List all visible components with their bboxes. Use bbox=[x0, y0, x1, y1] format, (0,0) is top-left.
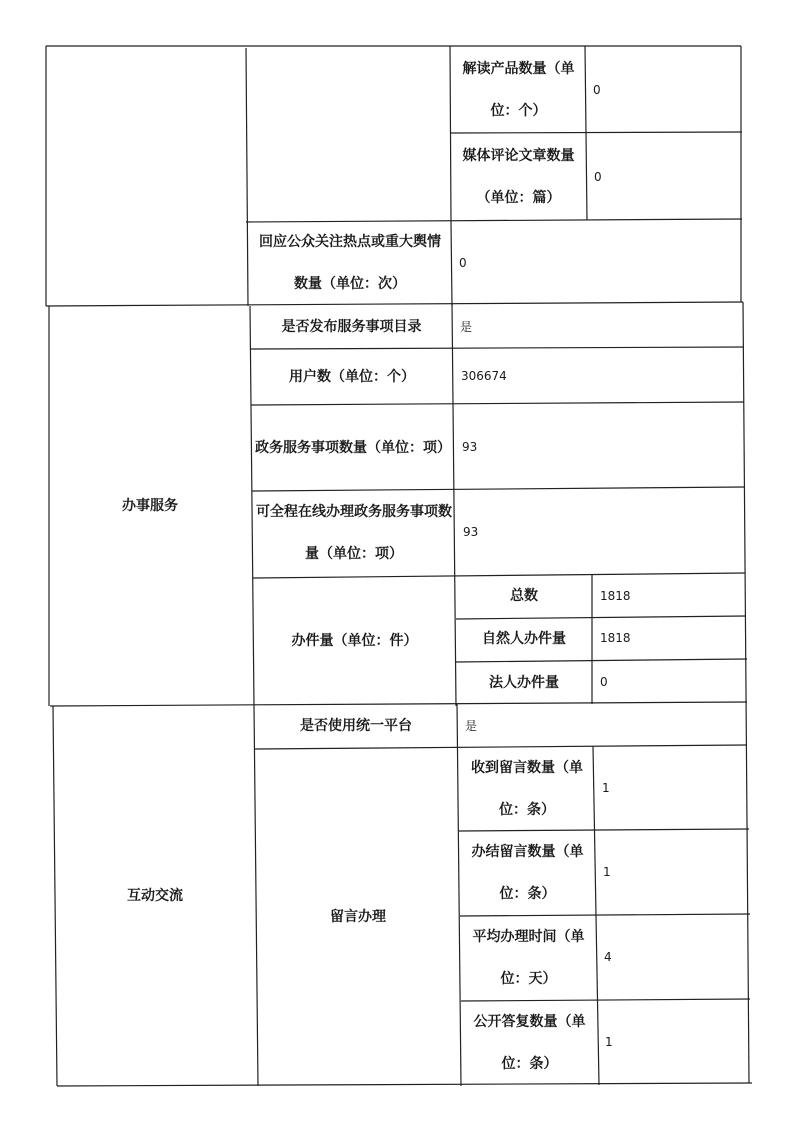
online-service-items-value-text: 93 bbox=[463, 525, 479, 539]
case-volume-label-text: 办件量（单位：件） bbox=[291, 633, 418, 649]
messages-received-value-text: 1 bbox=[602, 780, 610, 795]
messages-completed-value bbox=[596, 830, 749, 914]
media-comment-label bbox=[452, 134, 585, 220]
interpret-products-value bbox=[586, 48, 741, 132]
case-volume-label bbox=[254, 577, 455, 705]
public-replies-value-text: 1 bbox=[605, 1034, 613, 1049]
service-items-label-text: 政务服务事项数量（单位：项） bbox=[255, 439, 451, 456]
interpret-products-label-text: 解读产品数量（单位：个） bbox=[462, 61, 575, 119]
case-natural-person-label bbox=[457, 618, 591, 660]
online-service-items-label-text: 可全程在线办理政务服务事项数量（单位：项） bbox=[256, 504, 452, 562]
service-items-label bbox=[252, 405, 454, 490]
case-legal-person-value bbox=[593, 660, 746, 703]
service-catalog-value-text: 是 bbox=[460, 319, 473, 334]
case-natural-person-label-text: 自然人办件量 bbox=[482, 631, 566, 647]
service-items-value-text: 93 bbox=[462, 439, 478, 454]
case-natural-person-value-text: 1818 bbox=[600, 631, 631, 645]
message-handling-label bbox=[257, 748, 459, 1086]
service-catalog-label bbox=[251, 306, 452, 348]
public-replies-label-text: 公开答复数量（单位：条） bbox=[473, 1013, 586, 1072]
messages-received-label-text: 收到留言数量（单位：条） bbox=[471, 759, 583, 818]
user-count-value-text: 306674 bbox=[461, 368, 507, 383]
response-hotspots-value bbox=[452, 221, 741, 305]
unified-platform-label bbox=[255, 705, 457, 747]
case-total-value-text: 1818 bbox=[600, 589, 631, 603]
media-comment-value bbox=[587, 134, 741, 220]
messages-completed-value-text: 1 bbox=[603, 865, 611, 879]
online-service-items-label bbox=[253, 490, 455, 576]
avg-handling-time-value bbox=[597, 915, 749, 999]
response-hotspots-label-text: 回应公众关注热点或重大舆情数量（单位：次） bbox=[259, 234, 441, 292]
case-legal-person-label bbox=[457, 661, 591, 704]
case-natural-person-value bbox=[593, 617, 746, 659]
interpret-products-value-text: 0 bbox=[593, 83, 601, 97]
service-catalog-label-text: 是否发布服务事项目录 bbox=[281, 319, 422, 335]
category-interaction-text: 互动交流 bbox=[127, 888, 183, 904]
media-comment-value-text: 0 bbox=[594, 170, 602, 184]
user-count-value bbox=[454, 348, 744, 403]
case-total-label bbox=[457, 575, 591, 617]
response-hotspots-value-text: 0 bbox=[459, 256, 467, 270]
online-service-items-value bbox=[456, 489, 744, 575]
category-services bbox=[50, 306, 250, 706]
user-count-label-text: 用户数（单位：个） bbox=[289, 368, 415, 385]
user-count-label bbox=[251, 349, 453, 404]
avg-handling-time-label bbox=[461, 916, 596, 1000]
messages-completed-label bbox=[460, 831, 595, 915]
interpret-products-label bbox=[452, 48, 585, 132]
service-catalog-value bbox=[453, 305, 743, 347]
avg-handling-time-label-text: 平均办理时间（单位：天） bbox=[472, 929, 585, 987]
case-total-label-text: 总数 bbox=[510, 588, 538, 604]
case-legal-person-value-text: 0 bbox=[600, 674, 608, 689]
messages-received-value bbox=[595, 746, 748, 829]
messages-received-label bbox=[460, 747, 594, 830]
unified-platform-value-text: 是 bbox=[465, 718, 478, 733]
category-interaction bbox=[55, 706, 255, 1086]
public-replies-value bbox=[598, 1000, 749, 1083]
service-items-value bbox=[455, 404, 744, 489]
case-legal-person-label-text: 法人办件量 bbox=[489, 674, 559, 691]
public-replies-label bbox=[462, 1001, 597, 1084]
messages-completed-label-text: 办结留言数量（单位：条） bbox=[471, 844, 584, 902]
response-hotspots-label bbox=[254, 221, 446, 305]
media-comment-label-text: 媒体评论文章数量（单位：篇） bbox=[462, 148, 575, 206]
case-total-value bbox=[593, 575, 745, 617]
message-handling-label-text: 留言办理 bbox=[330, 909, 386, 925]
unified-platform-label-text: 是否使用统一平台 bbox=[300, 718, 412, 734]
unified-platform-value bbox=[458, 704, 747, 746]
category-services-text: 办事服务 bbox=[122, 498, 178, 514]
avg-handling-time-value-text: 4 bbox=[604, 950, 612, 964]
